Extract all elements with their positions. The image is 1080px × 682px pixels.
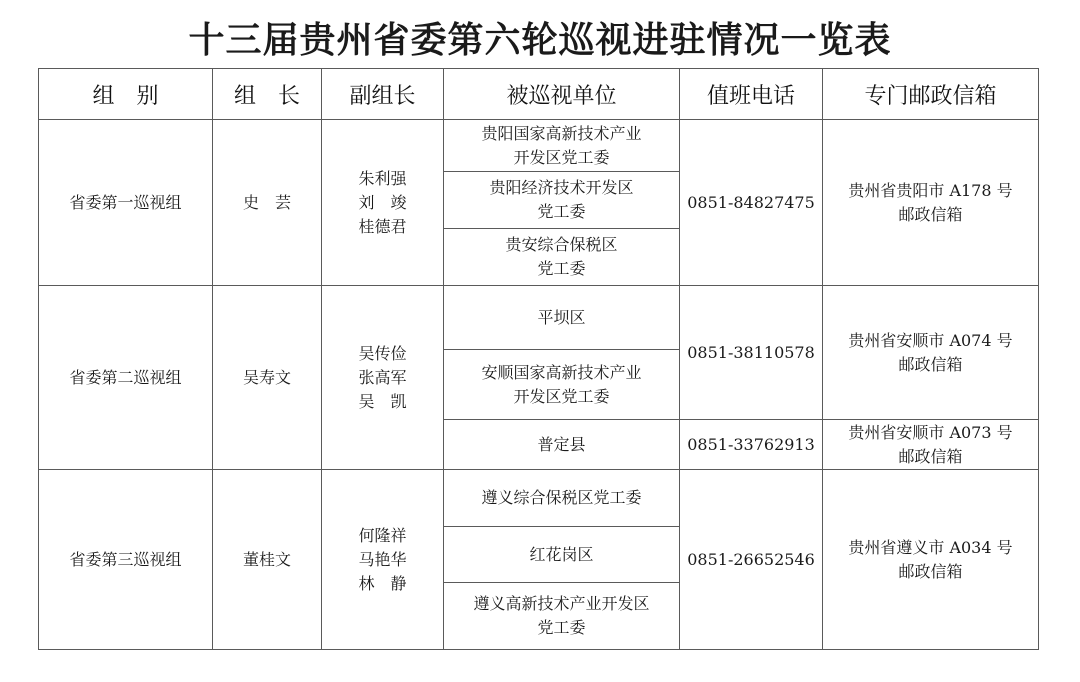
header-group: 组 别 [39, 69, 213, 120]
group-name: 省委第二巡视组 [39, 286, 213, 470]
group-leader: 史 芸 [213, 120, 322, 286]
header-phone: 值班电话 [680, 69, 823, 120]
group-deputies: 吴传俭 张高军 吴 凯 [322, 286, 444, 470]
unit-cell: 贵阳经济技术开发区 党工委 [444, 172, 680, 229]
group-deputies: 朱利强 刘 竣 桂德君 [322, 120, 444, 286]
unit-cell: 遵义综合保税区党工委 [444, 470, 680, 527]
group-leader: 吴寿文 [213, 286, 322, 470]
phone-cell: 0851-84827475 [680, 120, 823, 286]
mailbox-cell: 贵州省遵义市 A034 号 邮政信箱 [823, 470, 1039, 650]
table-row [39, 470, 1039, 527]
page-title: 十三届贵州省委第六轮巡视进驻情况一览表 [188, 19, 892, 61]
group-deputies: 何隆祥 马艳华 林 静 [322, 470, 444, 650]
header-deputy: 副组长 [322, 69, 444, 120]
phone-cell: 0851-26652546 [680, 470, 823, 650]
unit-cell: 贵安综合保税区 党工委 [444, 229, 680, 286]
table-row [39, 286, 1039, 350]
group-name: 省委第一巡视组 [39, 120, 213, 286]
unit-cell: 安顺国家高新技术产业 开发区党工委 [444, 350, 680, 420]
mailbox-cell: 贵州省安顺市 A074 号 邮政信箱 [823, 286, 1039, 420]
mailbox-cell: 贵州省安顺市 A073 号 邮政信箱 [823, 420, 1039, 470]
group-name: 省委第三巡视组 [39, 470, 213, 650]
header-leader: 组 长 [213, 69, 322, 120]
table-row [39, 120, 1039, 172]
unit-cell: 贵阳国家高新技术产业 开发区党工委 [444, 120, 680, 172]
unit-cell: 平坝区 [444, 286, 680, 350]
header-row [39, 69, 1039, 120]
phone-cell: 0851-33762913 [680, 420, 823, 470]
header-unit: 被巡视单位 [444, 69, 680, 120]
unit-cell: 红花岗区 [444, 527, 680, 583]
inspection-table [38, 68, 1039, 650]
phone-cell: 0851-38110578 [680, 286, 823, 420]
unit-cell: 普定县 [444, 420, 680, 470]
unit-cell: 遵义高新技术产业开发区 党工委 [444, 583, 680, 650]
header-mailbox: 专门邮政信箱 [823, 69, 1039, 120]
mailbox-cell: 贵州省贵阳市 A178 号 邮政信箱 [823, 120, 1039, 286]
group-leader: 董桂文 [213, 470, 322, 650]
